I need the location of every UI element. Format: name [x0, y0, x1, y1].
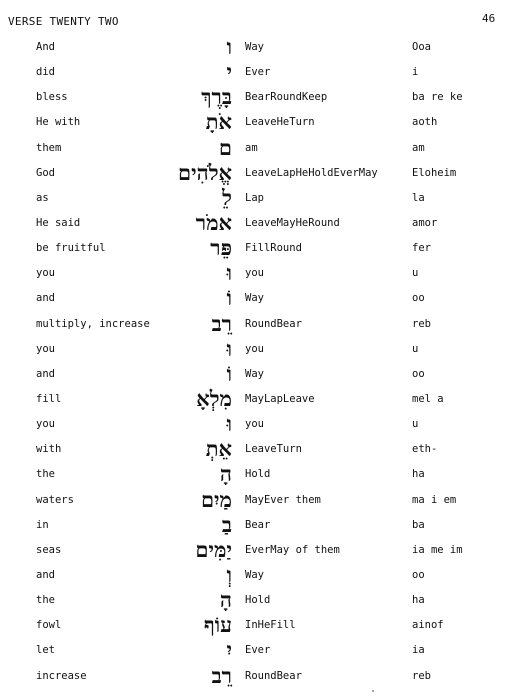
letter-gloss: Way [245, 367, 264, 380]
english-word: waters [36, 493, 74, 506]
english-word: He with [36, 116, 81, 129]
pronunciation: eth- [412, 443, 438, 456]
pronunciation: reb [412, 669, 431, 682]
table-row [0, 589, 524, 614]
letter-gloss: Hold [245, 594, 271, 607]
table-row [0, 536, 524, 564]
hebrew-word: בָּרֶךְ [201, 84, 232, 110]
pronunciation: am [412, 141, 425, 154]
pronunciation: i [412, 66, 419, 79]
letter-gloss: you [245, 342, 264, 355]
hebrew-word: וֹ [226, 360, 232, 386]
table-row [0, 262, 524, 287]
pronunciation: Eloheim [412, 166, 457, 179]
letter-gloss: EverMay of them [245, 543, 340, 556]
letter-gloss: LeaveTurn [245, 443, 302, 456]
pronunciation: oo [412, 367, 425, 380]
pronunciation: ba re ke [412, 91, 463, 104]
letter-gloss: RoundBear [245, 669, 302, 682]
table-row [0, 463, 524, 488]
hebrew-word: וּ [226, 335, 232, 361]
letter-gloss: Way [245, 568, 264, 581]
table-row [0, 385, 524, 413]
english-word: And [36, 41, 55, 53]
english-word: them [36, 141, 62, 154]
english-word: increase [36, 669, 87, 682]
hebrew-word: עוֹף [203, 612, 232, 638]
hebrew-word: הָ [219, 461, 232, 487]
table-row [0, 287, 524, 312]
letter-gloss: Hold [245, 468, 271, 481]
hebrew-word: אֹתָ [205, 109, 232, 135]
pronunciation: mel a [412, 392, 444, 405]
hebrew-word: לֵ [222, 184, 232, 210]
table-row [0, 561, 524, 589]
pronunciation: la [412, 191, 425, 204]
table-row [0, 438, 524, 463]
english-word: seas [36, 543, 62, 556]
hebrew-word: ו [226, 34, 232, 59]
letter-gloss: RoundBear [245, 317, 302, 330]
english-word: did [36, 66, 55, 79]
hebrew-word: י [226, 59, 232, 85]
letter-gloss: Lap [245, 191, 264, 204]
hebrew-word: אמֹר [195, 209, 232, 235]
hebrew-word: מִלְאָ [196, 385, 232, 411]
letter-gloss: am [245, 141, 258, 154]
english-word: and [36, 568, 55, 581]
pronunciation: ainof [412, 619, 444, 632]
pronunciation: u [412, 418, 419, 431]
pronunciation: oo [412, 292, 425, 305]
hebrew-word: רֵב [211, 662, 232, 688]
table-row [0, 486, 524, 514]
page-title: VERSE TWENTY TWO [8, 15, 119, 28]
english-word: multiply, increase [36, 317, 150, 330]
pronunciation: ba [412, 518, 425, 531]
english-word: as [36, 191, 49, 204]
table-row [0, 184, 524, 212]
pronunciation: oo [412, 568, 425, 581]
table-row [0, 237, 524, 262]
hebrew-word: מַיִם [200, 486, 232, 512]
hebrew-word: וּ [226, 411, 232, 437]
table-row [0, 639, 524, 664]
table-row [0, 111, 524, 136]
letter-gloss: Way [245, 292, 264, 305]
letter-gloss: FillRound [245, 242, 302, 255]
hebrew-word: אֵתְ [205, 436, 232, 462]
table-row [0, 335, 524, 363]
table-row [0, 511, 524, 539]
english-word: the [36, 468, 55, 481]
page-number: 46 [482, 12, 496, 25]
english-word: you [36, 267, 55, 280]
word-table [0, 36, 524, 690]
letter-gloss: Bear [245, 518, 271, 531]
pronunciation: amor [412, 216, 438, 229]
english-word: bless [36, 91, 68, 104]
letter-gloss: BearRoundKeep [245, 91, 328, 104]
hebrew-word: ם [218, 134, 232, 160]
english-word: with [36, 443, 62, 456]
table-row [0, 36, 524, 61]
pronunciation: u [412, 267, 419, 280]
table-row [0, 360, 524, 388]
english-word: He said [36, 216, 81, 229]
letter-gloss: InHeFill [245, 619, 296, 632]
letter-gloss: Way [245, 41, 264, 53]
english-word: fowl [36, 619, 62, 632]
speck [372, 690, 374, 692]
pronunciation: reb [412, 317, 431, 330]
hebrew-word: וּ [226, 260, 232, 286]
hebrew-word: וֹ [226, 285, 232, 311]
letter-gloss: MayEver them [245, 493, 321, 506]
hebrew-word: אֱלֹהִים [178, 159, 232, 185]
letter-gloss: LeaveHeTurn [245, 116, 315, 129]
letter-gloss: MayLapLeave [245, 392, 315, 405]
pronunciation: Ooa [412, 41, 431, 53]
english-word: fill [36, 392, 62, 405]
pronunciation: ma i em [412, 493, 457, 506]
letter-gloss: Ever [245, 66, 271, 79]
letter-gloss: you [245, 418, 264, 431]
hebrew-word: וְ [226, 561, 232, 587]
pronunciation: ia [412, 644, 425, 657]
english-word: and [36, 367, 55, 380]
table-row [0, 134, 524, 162]
english-word: God [36, 166, 55, 179]
pronunciation: ia me im [412, 543, 463, 556]
letter-gloss: LeaveMayHeRound [245, 216, 340, 229]
pronunciation: ha [412, 594, 425, 607]
table-row [0, 61, 524, 86]
table-row [0, 310, 524, 338]
english-word: in [36, 518, 49, 531]
english-word: you [36, 418, 55, 431]
pronunciation: fer [412, 242, 431, 255]
pronunciation: ha [412, 468, 425, 481]
hebrew-word: יִ [226, 637, 232, 663]
english-word: the [36, 594, 55, 607]
table-row [0, 662, 524, 690]
english-word: let [36, 644, 55, 657]
pronunciation: u [412, 342, 419, 355]
pronunciation: aoth [412, 116, 438, 129]
table-row [0, 159, 524, 187]
hebrew-word: רֵב [211, 310, 232, 336]
english-word: you [36, 342, 55, 355]
letter-gloss: LeaveLapHeHoldEverMay [245, 166, 378, 179]
table-row [0, 209, 524, 237]
hebrew-word: יַמִּים [195, 536, 232, 562]
table-row [0, 413, 524, 438]
hebrew-word: בַ [221, 511, 232, 537]
english-word: and [36, 292, 55, 305]
english-word: be fruitful [36, 242, 106, 255]
table-row [0, 614, 524, 639]
table-row [0, 86, 524, 111]
letter-gloss: you [245, 267, 264, 280]
hebrew-word: הָ [219, 587, 232, 613]
hebrew-word: פֵּר [210, 235, 232, 261]
letter-gloss: Ever [245, 644, 271, 657]
